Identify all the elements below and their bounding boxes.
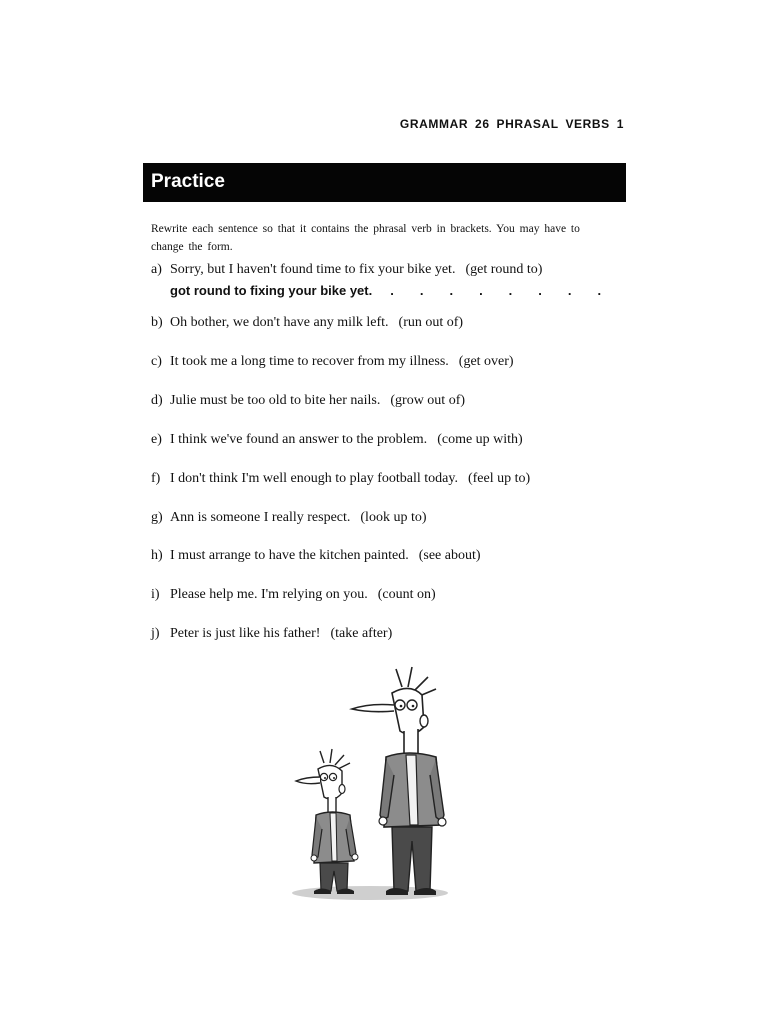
item-letter: d) bbox=[151, 393, 163, 408]
answer-text: got round to fixing your bike yet. bbox=[170, 283, 373, 298]
item-sentence: Ann is someone I really respect. bbox=[170, 510, 351, 525]
item-hint: (get over) bbox=[458, 354, 514, 369]
item-letter: b) bbox=[151, 315, 163, 330]
item-hint: (come up with) bbox=[437, 432, 523, 447]
running-header: GRAMMAR 26 PHRASAL VERBS 1 bbox=[399, 117, 624, 131]
item-sentence: Sorry, but I haven't found time to fix your bike yet. bbox=[170, 262, 456, 277]
father-son-illustration bbox=[290, 665, 460, 905]
item-letter: f) bbox=[151, 471, 161, 486]
item-hint: (count on) bbox=[377, 587, 436, 602]
item-hint: (take after) bbox=[330, 626, 393, 641]
item-letter: e) bbox=[151, 432, 162, 447]
item-sentence: Please help me. I'm relying on you. bbox=[170, 587, 368, 602]
exercise-item-g bbox=[151, 510, 427, 526]
exercise-item-j bbox=[151, 626, 392, 642]
item-letter: i) bbox=[151, 587, 160, 602]
item-hint: (run out of) bbox=[398, 315, 464, 330]
exercise-item-c bbox=[151, 354, 514, 370]
item-sentence: I think we've found an answer to the problem. bbox=[170, 432, 428, 447]
item-hint: (feel up to) bbox=[467, 471, 531, 486]
item-letter: a) bbox=[151, 262, 162, 277]
item-letter: h) bbox=[151, 548, 163, 563]
item-hint: (look up to) bbox=[360, 510, 427, 525]
exercise-item-i bbox=[151, 587, 436, 603]
item-letter: c) bbox=[151, 354, 162, 369]
item-hint: (see about) bbox=[418, 548, 481, 563]
item-letter: j) bbox=[151, 626, 160, 641]
item-sentence: Oh bother, we don't have any milk left. bbox=[170, 315, 389, 330]
item-letter: g) bbox=[151, 510, 163, 525]
exercise-item-a bbox=[151, 262, 628, 298]
instructions: Rewrite each sentence so that it contains the phrasal verb in brackets. You may have to change the form. bbox=[151, 223, 580, 253]
item-answer bbox=[170, 283, 627, 298]
item-sentence: Julie must be too old to bite her nails. bbox=[170, 393, 381, 408]
item-sentence: Peter is just like his father! bbox=[170, 626, 321, 641]
banner-title: Practice bbox=[151, 171, 225, 192]
exercise-item-b bbox=[151, 315, 463, 331]
item-sentence: I must arrange to have the kitchen painted. bbox=[170, 548, 409, 563]
exercise-item-h bbox=[151, 548, 481, 564]
item-hint: (get round to) bbox=[465, 262, 543, 277]
practice-banner bbox=[143, 163, 626, 202]
exercise-item-e bbox=[151, 432, 523, 448]
item-sentence: I don't think I'm well enough to play football today. bbox=[170, 471, 458, 486]
item-sentence: It took me a long time to recover from my illness. bbox=[170, 354, 449, 369]
item-hint: (grow out of) bbox=[390, 393, 466, 408]
exercise-item-d bbox=[151, 393, 465, 409]
exercise-item-f bbox=[151, 471, 530, 487]
answer-dots: ........ bbox=[390, 283, 628, 298]
